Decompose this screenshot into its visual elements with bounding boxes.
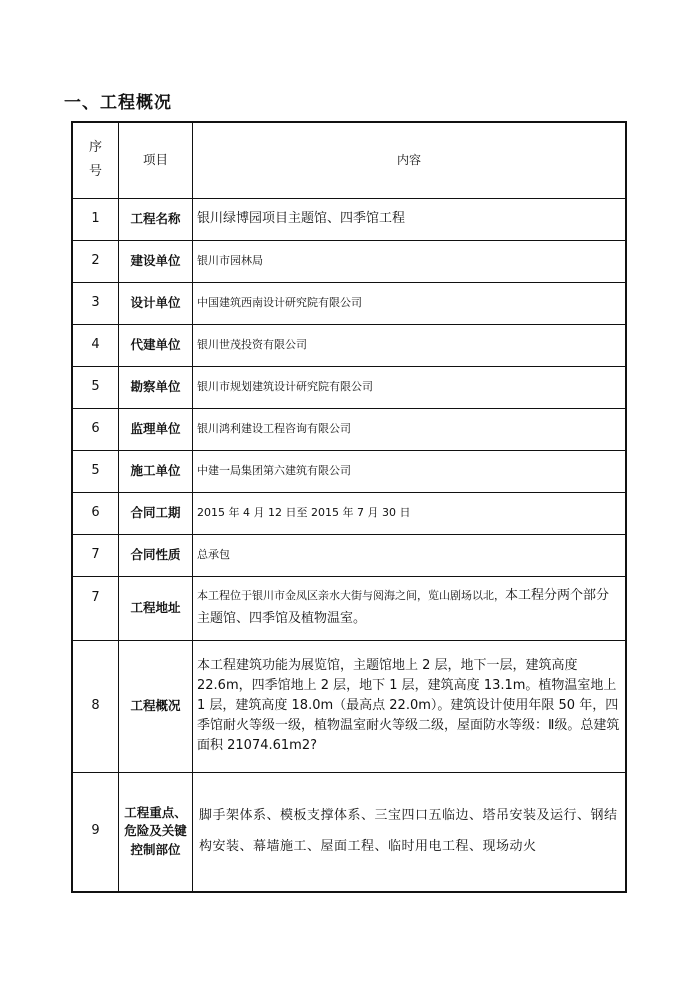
table-row — [72, 534, 626, 576]
table-row — [72, 324, 626, 366]
row-content: 银川绿博园项目主题馆、四季馆工程 — [193, 198, 627, 240]
row-item: 工程概况 — [119, 640, 193, 772]
table-row — [72, 576, 626, 640]
header-content: 内容 — [193, 122, 627, 198]
table-row — [72, 408, 626, 450]
row-item: 工程重点、危险及关键控制部位 — [119, 772, 193, 892]
row-no: 7 — [72, 576, 119, 640]
row-no: 5 — [72, 366, 119, 408]
table-row — [72, 240, 626, 282]
header-item: 项目 — [119, 122, 193, 198]
row-content: 中建一局集团第六建筑有限公司 — [193, 450, 627, 492]
row-item: 勘察单位 — [119, 366, 193, 408]
project-overview-table — [71, 121, 627, 893]
row-content: 总承包 — [193, 534, 627, 576]
table-row — [72, 640, 626, 772]
row-content: 脚手架体系、模板支撑体系、三宝四口五临边、塔吊安装及运行、钢结构安装、幕墙施工、屋面工程、临时用电工程、现场动火 — [193, 772, 627, 892]
table-row — [72, 772, 626, 892]
row-item: 工程地址 — [119, 576, 193, 640]
table-row — [72, 282, 626, 324]
address-note-text: 本工程分两个部分主题馆、四季馆及植物温室。 — [197, 588, 610, 626]
row-item: 合同性质 — [119, 534, 193, 576]
row-item: 合同工期 — [119, 492, 193, 534]
row-no: 2 — [72, 240, 119, 282]
row-no: 3 — [72, 282, 119, 324]
row-item: 施工单位 — [119, 450, 193, 492]
row-item: 建设单位 — [119, 240, 193, 282]
header-no: 序 号 — [72, 122, 119, 198]
row-no: 9 — [72, 772, 119, 892]
table-header-row — [72, 122, 626, 198]
row-content: 银川世茂投资有限公司 — [193, 324, 627, 366]
row-item: 监理单位 — [119, 408, 193, 450]
table-row — [72, 366, 626, 408]
table-row — [72, 450, 626, 492]
row-item: 代建单位 — [119, 324, 193, 366]
address-text: 本工程位于银川市金凤区亲水大街与阅海之间，览山剧场以北， — [197, 589, 505, 603]
table-row — [72, 198, 626, 240]
row-no: 8 — [72, 640, 119, 772]
row-no: 7 — [72, 534, 119, 576]
row-item: 工程名称 — [119, 198, 193, 240]
row-content: 本工程建筑功能为展览馆，主题馆地上 2 层，地下一层，建筑高度 22.6m，四季馆地上 2 层，地下 1 层，建筑高度 13.1m。植物温室地上 1 层，建筑高度 18.0m（最高点 22.0m）。建筑设计使用年限 50 年，四季馆耐火等级一级，植物温室耐火等级二级，屋面防水等级：Ⅱ级。总建筑面积 21074.61m2? — [193, 640, 627, 772]
row-content: 中国建筑西南设计研究院有限公司 — [193, 282, 627, 324]
row-content: 2015 年 4 月 12 日至 2015 年 7 月 30 日 — [193, 492, 627, 534]
table-row — [72, 492, 626, 534]
row-no: 5 — [72, 450, 119, 492]
row-no: 6 — [72, 492, 119, 534]
row-content: 银川鸿利建设工程咨询有限公司 — [193, 408, 627, 450]
row-content: 银川市园林局 — [193, 240, 627, 282]
row-content: 银川市规划建筑设计研究院有限公司 — [193, 366, 627, 408]
row-item: 设计单位 — [119, 282, 193, 324]
row-no: 1 — [72, 198, 119, 240]
row-no: 6 — [72, 408, 119, 450]
row-no: 4 — [72, 324, 119, 366]
section-title: 一、工程概况 — [64, 93, 172, 113]
row-content — [193, 576, 627, 640]
